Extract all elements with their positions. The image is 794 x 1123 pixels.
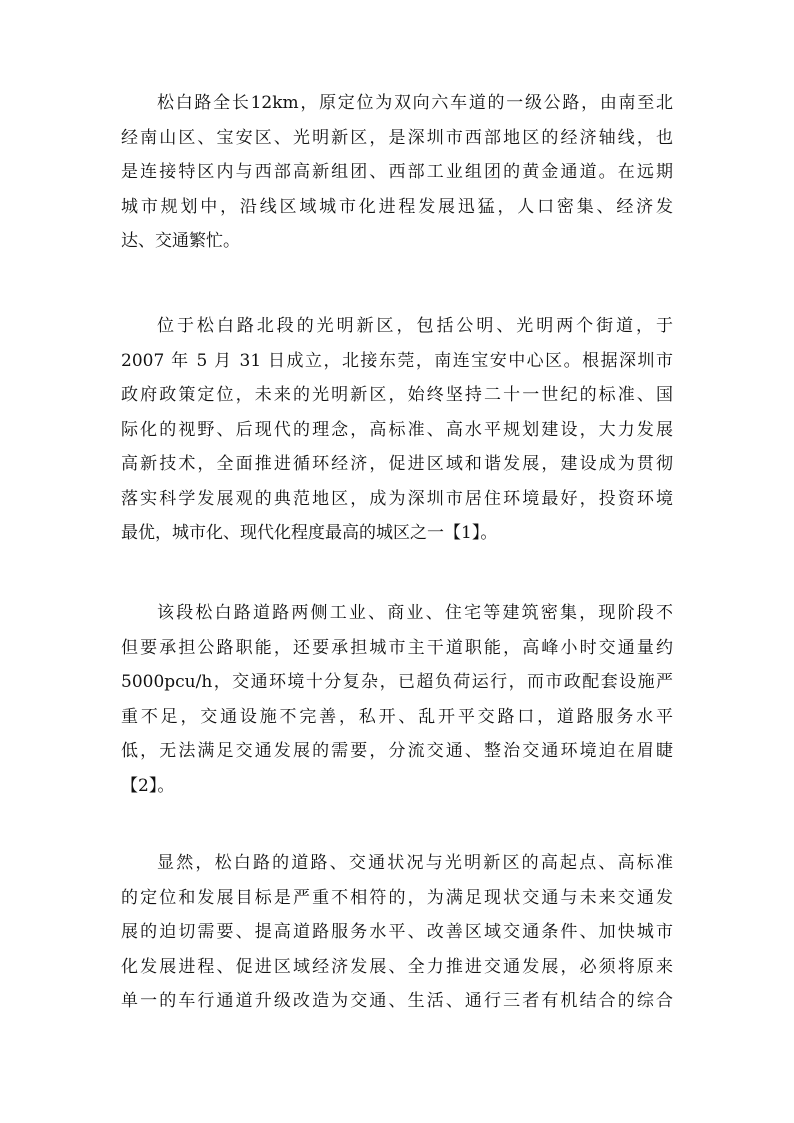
text-line: 松白路全长12km，原定位为双向六车道的一级公路，由南至北 xyxy=(157,93,673,113)
text-line: 城市规划中，沿线区域城市化进程发展迅猛，人口密集、经济发 xyxy=(121,196,673,217)
text-line: 落实科学发展观的典范地区，成为深圳市居住环境最好，投资环境 xyxy=(121,488,673,509)
text-line: 最优，城市化、现代化程度最高的城区之一【1】。 xyxy=(121,523,498,543)
text-line: 但要承担公路职能，还要承担城市主干道职能，高峰小时交通量约 xyxy=(121,637,673,658)
paragraph-1 xyxy=(121,86,673,259)
text-line: 经南山区、宝安区、光明新区，是深圳市西部地区的经济轴线，也 xyxy=(121,127,673,148)
text-line: 【2】。 xyxy=(121,775,175,796)
text-line: 际化的视野、后现代的理念，高标准、高水平规划建设，大力发展 xyxy=(121,419,673,440)
text-line: 该段松白路道路两侧工业、商业、住宅等建筑密集，现阶段不 xyxy=(157,603,673,623)
text-line: 高新技术，全面推进循环经济，促进区域和谐发展，建设成为贯彻 xyxy=(121,454,673,474)
text-line: 2007 年 5 月 31 日成立，北接东莞，南连宝安中心区。根据深圳市 xyxy=(121,350,673,371)
text-line: 化发展进程、促进区域经济发展、全力推进交通发展，必须将原来 xyxy=(121,956,673,977)
text-line: 达、交通繁忙。 xyxy=(121,231,240,251)
paragraph-4 xyxy=(121,846,673,1019)
paragraph-3 xyxy=(121,596,673,803)
text-line: 是连接特区内与西部高新组团、西部工业组团的黄金通道。在远期 xyxy=(121,162,673,182)
text-line: 显然，松白路的道路、交通状况与光明新区的高起点、高标准 xyxy=(157,853,673,873)
text-line: 5000pcu/h，交通环境十分复杂，已超负荷运行，而市政配套设施严 xyxy=(121,672,673,692)
paragraph-2 xyxy=(121,309,673,551)
text-line: 展的迫切需要、提高道路服务水平、改善区域交通条件、加快城市 xyxy=(121,922,673,942)
text-line: 重不足，交通设施不完善，私开、乱开平交路口，道路服务水平 xyxy=(121,706,673,727)
text-line: 的定位和发展目标是严重不相符的，为满足现状交通与未来交通发 xyxy=(121,887,673,908)
text-line: 单一的车行通道升级改造为交通、生活、通行三者有机结合的综合 xyxy=(121,991,673,1011)
text-line: 政府政策定位，未来的光明新区，始终坚持二十一世纪的标准、国 xyxy=(121,385,673,405)
text-line: 位于松白路北段的光明新区，包括公明、光明两个街道，于 xyxy=(157,316,673,336)
text-line: 低，无法满足交通发展的需要，分流交通、整治交通环境迫在眉睫 xyxy=(121,741,673,761)
